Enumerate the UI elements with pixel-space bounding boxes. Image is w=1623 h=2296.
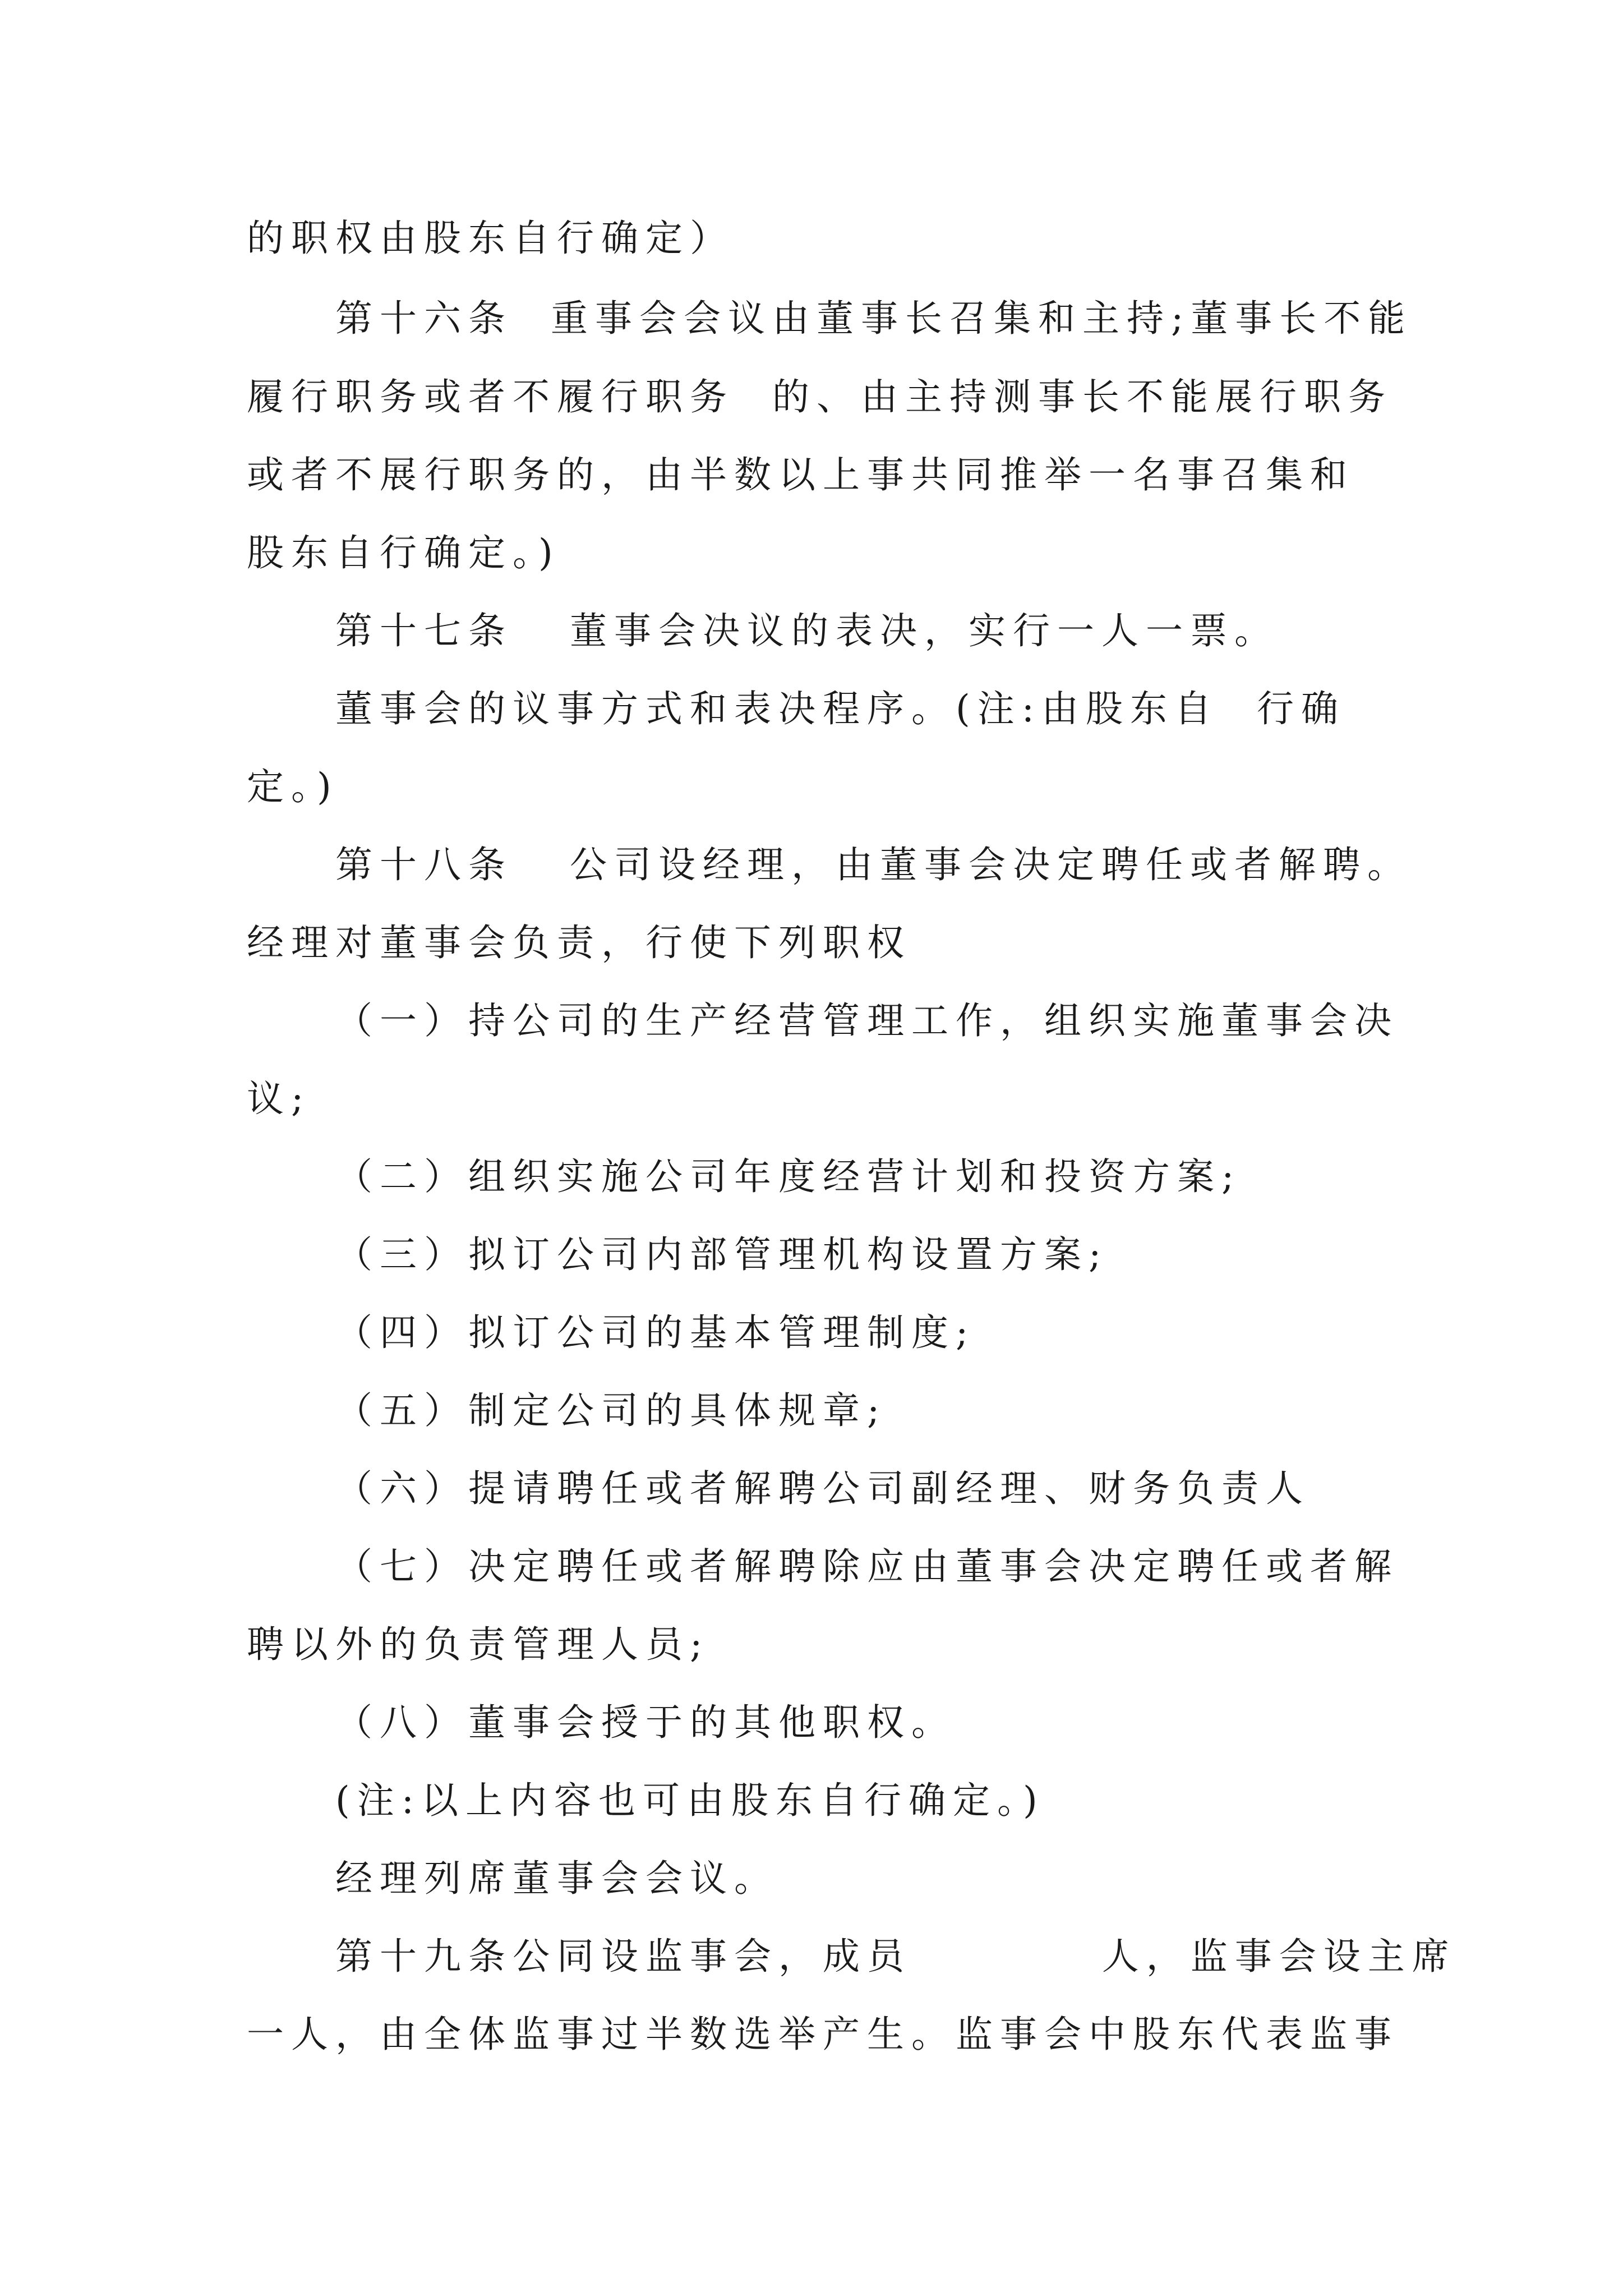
list-item: （八）董事会授于的其他职权。 [335, 1701, 956, 1744]
text-line: 议; [247, 1077, 311, 1120]
article-18-heading: 第十八条 公司设经理，由董事会决定聘任或者解聘。 [335, 843, 1412, 886]
text-line: 股东自行确定。) [247, 531, 560, 574]
list-item: （三）拟订公司内部管理机构设置方案; [335, 1233, 1109, 1276]
note-line: (注:以上内容也可由股东自行确定。) [335, 1779, 1045, 1822]
text-line: 经理列席董事会会议。 [335, 1857, 778, 1900]
text-line: 定。) [247, 765, 339, 808]
article-17-heading: 第十七条 董事会决议的表决，实行一人一票。 [335, 609, 1279, 652]
article-16-heading: 第十六条 重事会会议由董事长召集和主持;董事长不能 [335, 297, 1413, 340]
list-item: （七）决定聘任或者解聘除应由董事会决定聘任或者解 [335, 1545, 1399, 1588]
text-line: 履行职务或者不履行职务 的、由主持测事长不能展行职务 [247, 375, 1393, 418]
text-line: 或者不展行职务的，由半数以上事共同推举一名事召集和 [247, 453, 1354, 496]
text-line: 经理对董事会负责，行使下列职权 [247, 921, 911, 964]
text-line: 董事会的议事方式和表决程序。(注:由股东自 行确 [335, 687, 1345, 730]
list-item: （四）拟订公司的基本管理制度; [335, 1311, 976, 1354]
list-item: （五）制定公司的具体规章; [335, 1389, 887, 1432]
text-line: 一人，由全体监事过半数选举产生。监事会中股东代表监事 [247, 2013, 1399, 2056]
list-item: （六）提请聘任或者解聘公司副经理、财务负责人 [335, 1467, 1310, 1510]
text-line: 聘以外的负责管理人员; [247, 1623, 710, 1666]
text-line: 的职权由股东自行确定） [247, 217, 734, 260]
list-item: （一）持公司的生产经营管理工作，组织实施董事会决 [335, 999, 1399, 1042]
article-19-heading: 第十九条公同设监事会，成员 人，监事会设主席 [335, 1935, 1456, 1978]
list-item: （二）组织实施公司年度经营计划和投资方案; [335, 1155, 1242, 1198]
